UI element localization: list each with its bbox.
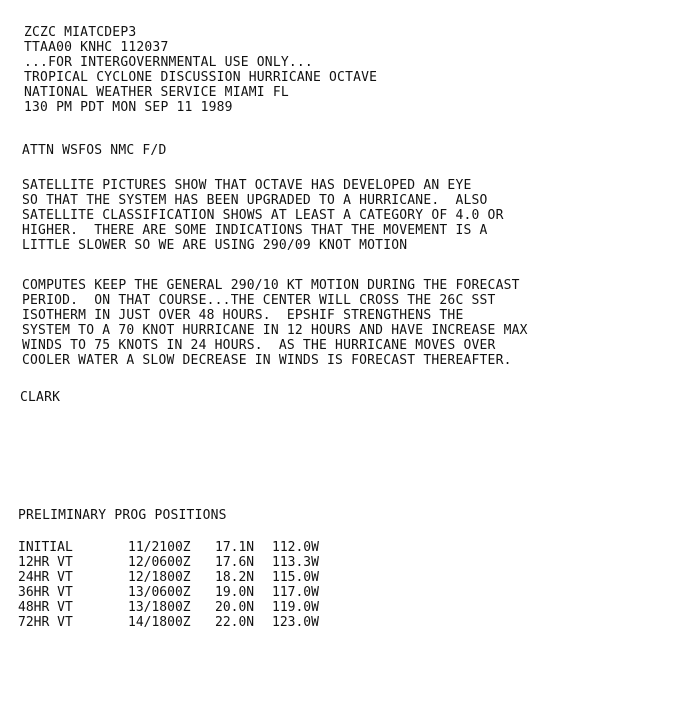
- header-line-product-id: ZCZC MIATCDEP3: [24, 25, 137, 40]
- prog-row-time: 14/1800Z: [128, 615, 191, 630]
- header-line-wmo-header: TTAA00 KNHC 112037: [24, 40, 169, 55]
- header-line-issue-time: 130 PM PDT MON SEP 11 1989: [24, 100, 233, 115]
- prog-row-48hr: [18, 600, 319, 615]
- prog-row-latitude: 18.2N: [215, 570, 255, 585]
- paragraph-2-line: WINDS TO 75 KNOTS IN 24 HOURS. AS THE HURRICANE MOVES OVER: [22, 338, 496, 353]
- paragraph-2-line: COOLER WATER A SLOW DECREASE IN WINDS IS FORECAST THEREAFTER.: [22, 353, 512, 368]
- paragraph-1-line: SATELLITE CLASSIFICATION SHOWS AT LEAST A CATEGORY OF 4.0 OR: [22, 208, 504, 223]
- paragraph-1-line: LITTLE SLOWER SO WE ARE USING 290/09 KNOT MOTION: [22, 238, 408, 253]
- prog-row-36hr: [18, 585, 319, 600]
- prog-row-time: 13/0600Z: [128, 585, 191, 600]
- prog-positions-table: [18, 540, 319, 630]
- discussion-paragraph-2: [22, 278, 528, 368]
- prog-row-label: 48HR VT: [18, 600, 73, 615]
- paragraph-2-line: SYSTEM TO A 70 KNOT HURRICANE IN 12 HOURS AND HAVE INCREASE MAX: [22, 323, 528, 338]
- prog-row-latitude: 20.0N: [215, 600, 255, 615]
- prog-row-72hr: [18, 615, 319, 630]
- paragraph-2-line: COMPUTES KEEP THE GENERAL 290/10 KT MOTION DURING THE FORECAST: [22, 278, 520, 293]
- forecaster-signature: CLARK: [20, 390, 61, 405]
- prog-row-time: 13/1800Z: [128, 600, 191, 615]
- prog-row-label: 36HR VT: [18, 585, 73, 600]
- prog-row-latitude: 19.0N: [215, 585, 255, 600]
- prog-row-longitude: 123.0W: [272, 615, 319, 630]
- prog-row-time: 12/0600Z: [128, 555, 191, 570]
- prog-row-12hr: [18, 555, 319, 570]
- attn-line: ATTN WSFOS NMC F/D: [22, 143, 167, 158]
- prog-positions-title: PRELIMINARY PROG POSITIONS: [18, 508, 227, 523]
- prog-row-latitude: 22.0N: [215, 615, 255, 630]
- header-line-office: NATIONAL WEATHER SERVICE MIAMI FL: [24, 85, 289, 100]
- prog-row-longitude: 117.0W: [272, 585, 319, 600]
- paragraph-2-line: ISOTHERM IN JUST OVER 48 HOURS. EPSHIF STRENGTHENS THE: [22, 308, 464, 323]
- header-line-title: TROPICAL CYCLONE DISCUSSION HURRICANE OCTAVE: [24, 70, 378, 85]
- prog-row-label: INITIAL: [18, 540, 73, 555]
- paragraph-1-line: SO THAT THE SYSTEM HAS BEEN UPGRADED TO A HURRICANE. ALSO: [22, 193, 488, 208]
- prog-row-label: 24HR VT: [18, 570, 73, 585]
- paragraph-2-line: PERIOD. ON THAT COURSE...THE CENTER WILL CROSS THE 26C SST: [22, 293, 496, 308]
- paragraph-1-line: SATELLITE PICTURES SHOW THAT OCTAVE HAS DEVELOPED AN EYE: [22, 178, 472, 193]
- prog-row-24hr: [18, 570, 319, 585]
- prog-row-label: 12HR VT: [18, 555, 73, 570]
- prog-row-time: 12/1800Z: [128, 570, 191, 585]
- prog-row-time: 11/2100Z: [128, 540, 191, 555]
- prog-row-longitude: 119.0W: [272, 600, 319, 615]
- prog-row-latitude: 17.6N: [215, 555, 255, 570]
- prog-row-longitude: 115.0W: [272, 570, 319, 585]
- header-line-use-notice: ...FOR INTERGOVERNMENTAL USE ONLY...: [24, 55, 313, 70]
- prog-row-latitude: 17.1N: [215, 540, 255, 555]
- prog-row-initial: [18, 540, 319, 555]
- prog-row-label: 72HR VT: [18, 615, 73, 630]
- prog-row-longitude: 113.3W: [272, 555, 319, 570]
- prog-row-longitude: 112.0W: [272, 540, 319, 555]
- paragraph-1-line: HIGHER. THERE ARE SOME INDICATIONS THAT THE MOVEMENT IS A: [22, 223, 488, 238]
- discussion-paragraph-1: [22, 178, 504, 253]
